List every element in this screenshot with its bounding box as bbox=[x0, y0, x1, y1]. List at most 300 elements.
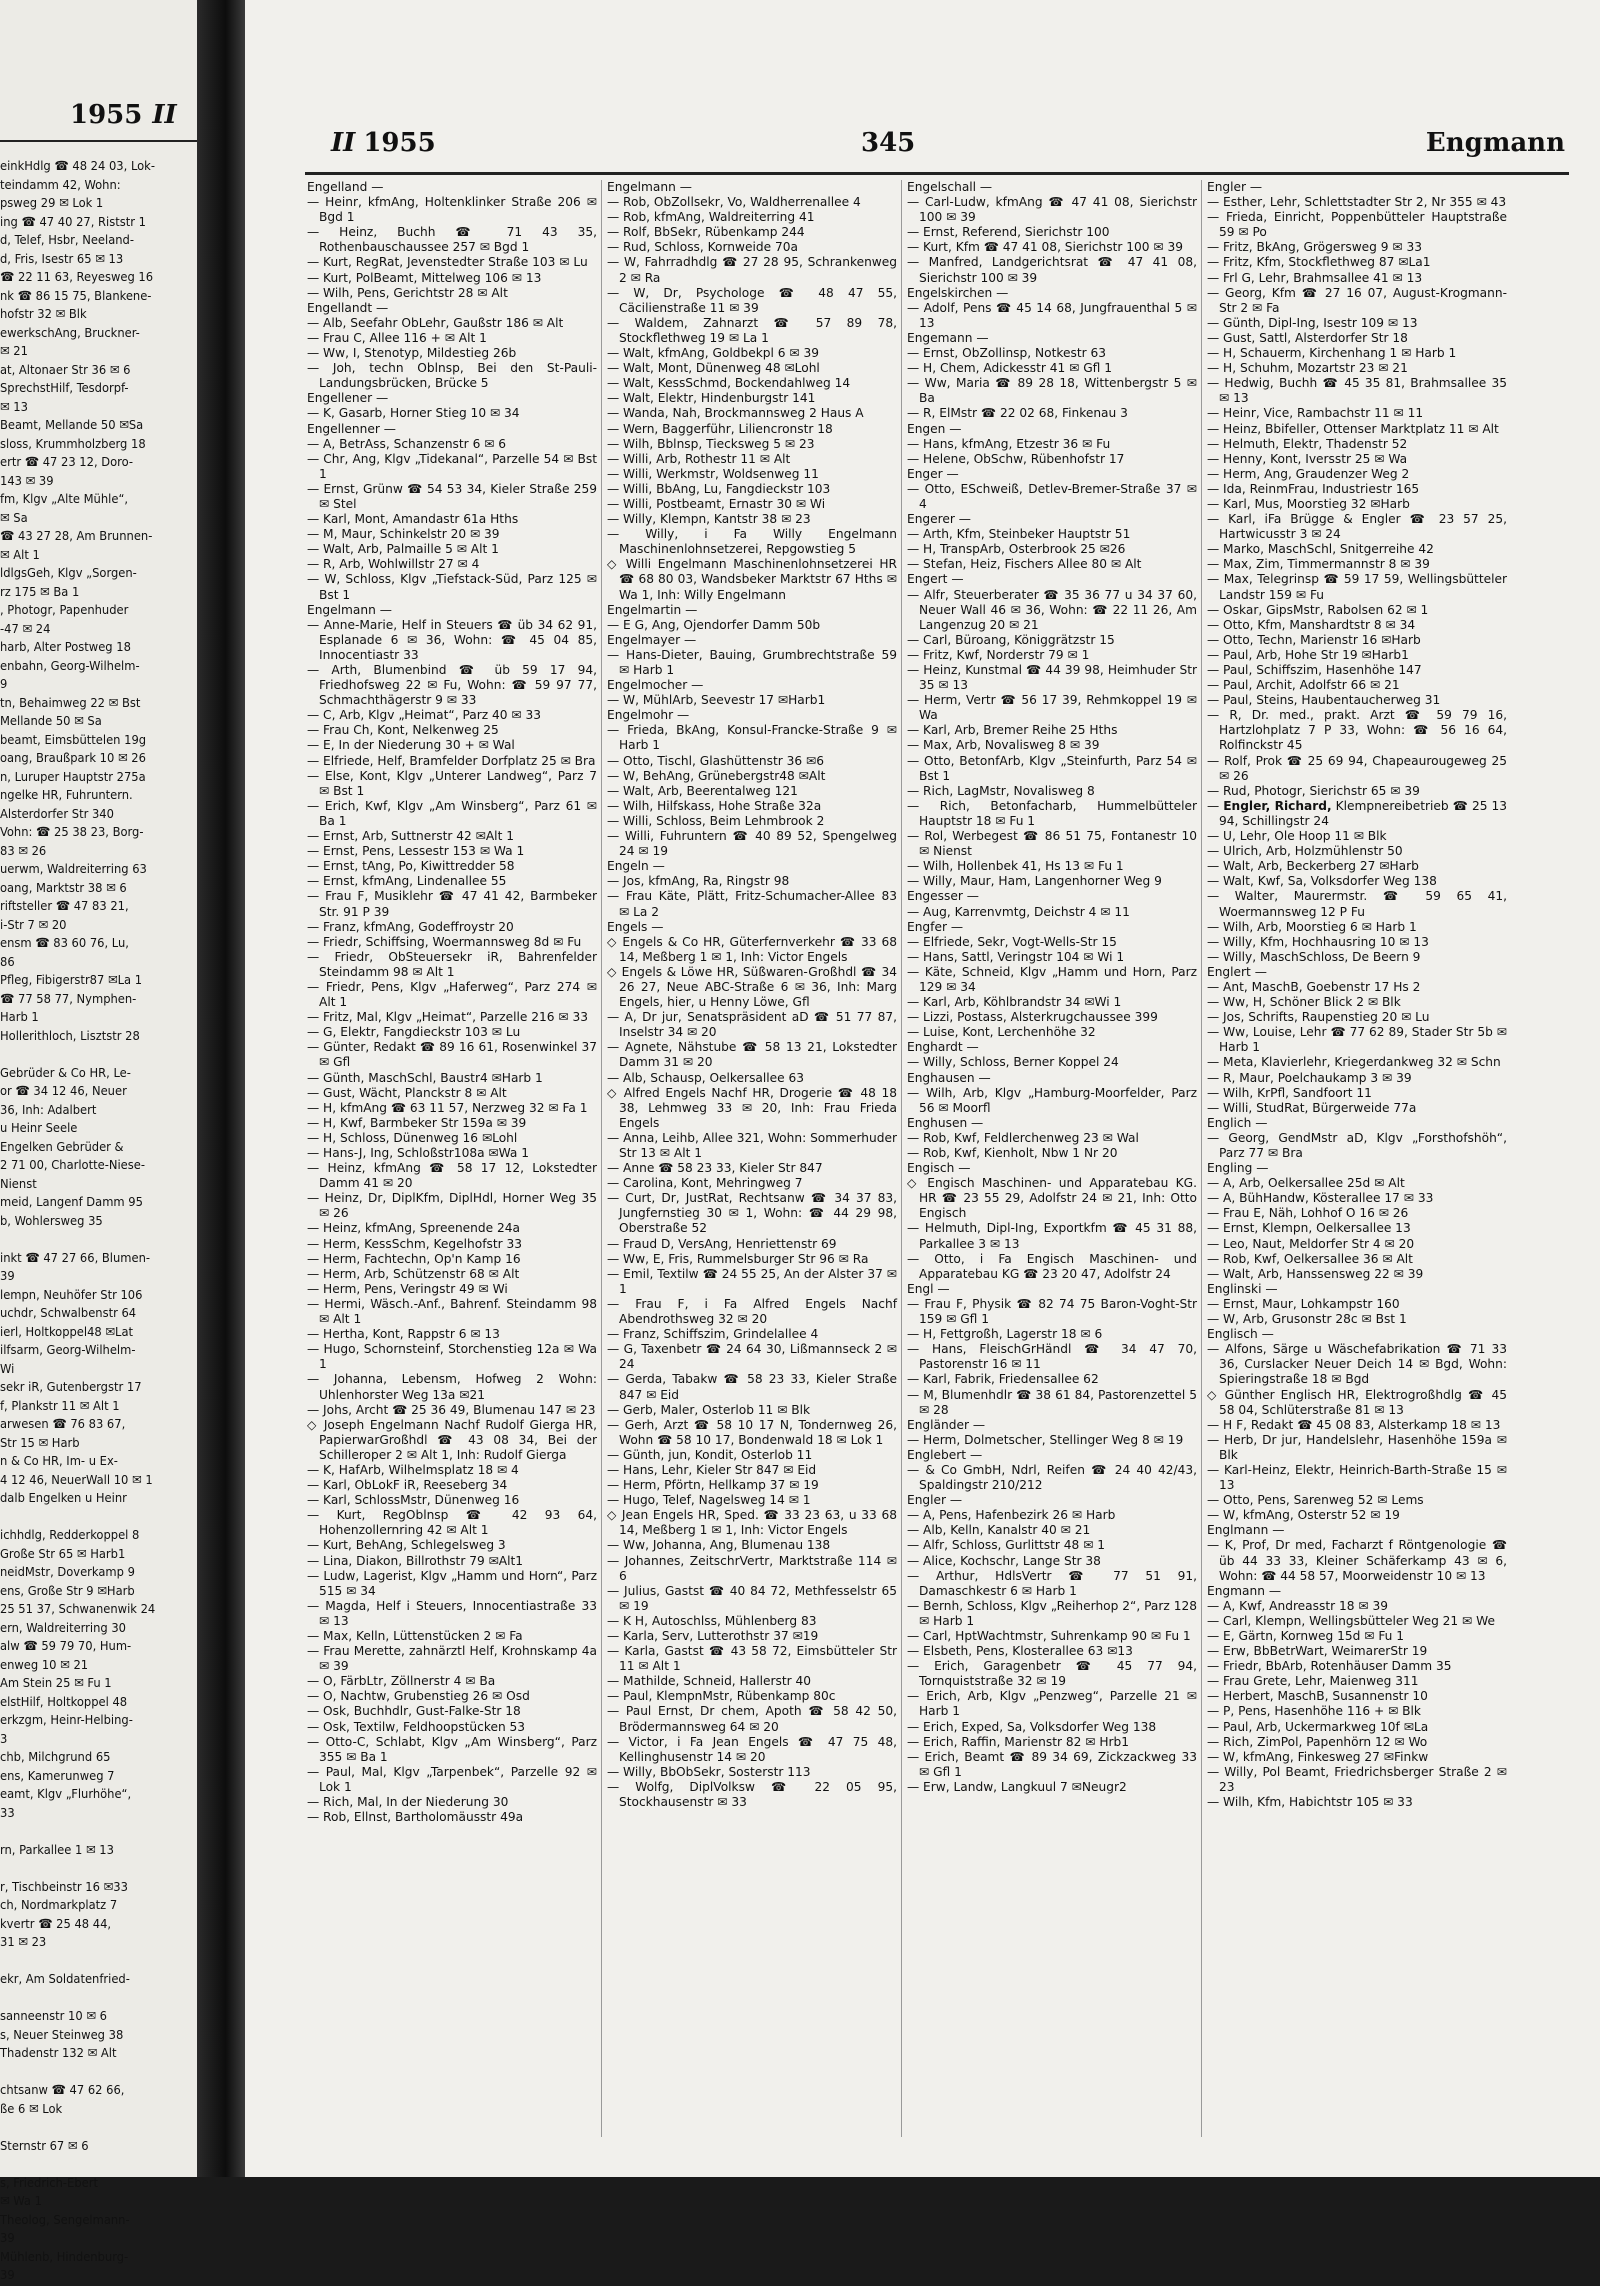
surname-heading: Engelland — bbox=[307, 180, 384, 194]
directory-entry: — H, Schuhm, Mozartstr 23 ✉ 21 bbox=[1207, 361, 1408, 376]
directory-entry: — Günth, jun, Kondit, Osterlob 11 bbox=[607, 1447, 813, 1462]
year-label: 1955 bbox=[363, 128, 436, 158]
facing-page-left bbox=[0, 0, 197, 2283]
directory-entry: — Frau E, Näh, Lohhof O 16 ✉ 26 bbox=[1207, 1206, 1409, 1221]
directory-entry: — Alfons, Särge u Wäschefabrikation ☎ 71 33 36, Curslacker Neuer Deich 14 ✉ Bgd, Wohn: Spieringstraße 18 ✉ Bgd bbox=[1207, 1342, 1507, 1387]
left-page-line: uerwm, Waldreiterring 63 bbox=[0, 862, 147, 877]
directory-entry: — Ww, Louise, Lehr ☎ 77 62 89, Stader Str 5b ✉ Harb 1 bbox=[1207, 1025, 1507, 1055]
left-page-line: Vohn: ☎ 25 38 23, Borg- bbox=[0, 825, 144, 840]
left-page-line: n & Co HR, Im- u Ex- bbox=[0, 1454, 118, 1469]
page-header-left bbox=[331, 128, 436, 158]
directory-entry: — Walt, Arb, Beckerberg 27 ✉Harb bbox=[1207, 859, 1419, 874]
directory-entry: — Fritz, Mal, Klgv „Heimat“, Parzelle 216 ✉ 33 bbox=[307, 1010, 588, 1025]
directory-entry: — Fraud D, VersAng, Henriettenstr 69 bbox=[607, 1236, 837, 1251]
directory-entry: — Willy, Maur, Ham, Langenhorner Weg 9 bbox=[907, 874, 1162, 889]
directory-entry: — Willi, Fuhruntern ☎ 40 89 52, Spengelweg 24 ✉ 19 bbox=[607, 829, 897, 859]
directory-entry: — Elsbeth, Pens, Klosterallee 63 ✉13 bbox=[907, 1644, 1133, 1659]
directory-entry: — Hans, kfmAng, Etzestr 36 ✉ Fu bbox=[907, 436, 1111, 451]
directory-entry: — Heinz, Kunstmal ☎ 44 39 98, Heimhuder Str 35 ✉ 13 bbox=[907, 663, 1197, 693]
directory-entry: — Oskar, GipsMstr, Rabolsen 62 ✉ 1 bbox=[1207, 602, 1429, 617]
directory-entry: — Rolf, BbSekr, Rübenkamp 244 bbox=[607, 225, 805, 240]
left-page-line: chtsanw ☎ 47 62 66, bbox=[0, 2083, 125, 2098]
directory-entry: — Ww, H, Schöner Blick 2 ✉ Blk bbox=[1207, 995, 1401, 1010]
directory-entry: — Ww, Johanna, Ang, Blumenau 138 bbox=[607, 1538, 831, 1553]
directory-entry: — Frau F, Musiklehr ☎ 47 41 42, Barmbeker Str. 91 P 39 bbox=[307, 889, 597, 919]
left-page-line: ens, Kamerunweg 7 bbox=[0, 1768, 115, 1784]
directory-entry: — Helmuth, Elektr, Thadenstr 52 bbox=[1207, 436, 1408, 451]
directory-entry: — Franz, Schiffszim, Grindelallee 4 bbox=[607, 1327, 819, 1342]
directory-entry: — Frau Grete, Lehr, Maienweg 311 bbox=[1207, 1674, 1419, 1689]
surname-heading: Engelmann — bbox=[307, 602, 392, 617]
directory-entry: — K H, Autoschlss, Mühlenberg 83 bbox=[607, 1613, 817, 1628]
left-page-line: 86 bbox=[0, 954, 15, 970]
directory-entry: — A, Kwf, Andreasstr 18 ✉ 39 bbox=[1207, 1598, 1388, 1613]
directory-entry: — Walt, kfmAng, Goldbekpl 6 ✉ 39 bbox=[607, 346, 820, 361]
left-page-section: II bbox=[152, 100, 177, 130]
left-page-line: ichhdlg, Redderkoppel 8 bbox=[0, 1528, 140, 1543]
directory-entry: — Alice, Kochschr, Lange Str 38 bbox=[907, 1553, 1101, 1568]
directory-entry: — Willi, Schloss, Beim Lehmbrook 2 bbox=[607, 813, 825, 828]
directory-entry: — A, Dr jur, Senatspräsident aD ☎ 51 77 87, Inselstr 34 ✉ 20 bbox=[607, 1010, 897, 1040]
directory-entry: — Kurt, BehAng, Schlegelsweg 3 bbox=[307, 1538, 506, 1553]
directory-entry: — Heinr, kfmAng, Holtenklinker Straße 206 ✉ Bgd 1 bbox=[307, 195, 597, 225]
directory-entry: — Wilh, Bblnsp, Tiecksweg 5 ✉ 23 bbox=[607, 436, 815, 451]
directory-entry: — Gerda, Tabakw ☎ 58 23 33, Kieler Straße 847 ✉ Eid bbox=[607, 1372, 897, 1402]
directory-entry: — Ernst, Pens, Lessestr 153 ✉ Wa 1 bbox=[307, 844, 525, 859]
directory-entry: — Wilh, Pens, Gerichtstr 28 ✉ Alt bbox=[307, 285, 508, 300]
directory-entry: — Otto, BetonfArb, Klgv „Steinfurth, Parz 54 ✉ Bst 1 bbox=[907, 753, 1197, 783]
left-page-line bbox=[0, 2119, 195, 2138]
directory-entry: — Ernst, Referend, Sierichstr 100 bbox=[907, 225, 1110, 240]
left-page-line: ✉ 13 bbox=[0, 399, 28, 415]
directory-entry: — O, FärbLtr, Zöllnerstr 4 ✉ Ba bbox=[307, 1674, 496, 1689]
left-page-line: tn, Behaimweg 22 ✉ Bst bbox=[0, 695, 141, 711]
surname-heading: Englert — bbox=[1207, 964, 1267, 979]
directory-entry: — Hans-Dieter, Bauing, Grumbrechtstraße 59 ✉ Harb 1 bbox=[607, 647, 897, 677]
left-page-line: inkt ☎ 47 27 66, Blumen- bbox=[0, 1250, 151, 1266]
directory-entry: — Rob, Kwf, Oelkersallee 36 ✉ Alt bbox=[1207, 1251, 1413, 1266]
directory-entry: — W, kfmAng, Finkesweg 27 ✉Finkw bbox=[1207, 1749, 1429, 1764]
running-head: Engmann bbox=[1425, 128, 1565, 158]
left-page-line: SprechstHilf, Tesdorpf- bbox=[0, 381, 129, 396]
directory-entry: — W, Schloss, Klgv „Tiefstack-Süd, Parz 125 ✉ Bst 1 bbox=[307, 572, 597, 602]
directory-entry: — Ulrich, Arb, Holzmühlenstr 50 bbox=[1207, 844, 1403, 859]
directory-entry: — Rud, Schloss, Kornweide 70a bbox=[607, 240, 798, 255]
left-page-line: ldlgsGeh, Klgv „Sorgen- bbox=[0, 566, 137, 581]
directory-entry: — Frau Ch, Kont, Nelkenweg 25 bbox=[307, 723, 499, 738]
left-page-line: fm, Klgv „Alte Mühle“, bbox=[0, 492, 129, 507]
directory-entry: — R, Maur, Poelchaukamp 3 ✉ 39 bbox=[1207, 1070, 1412, 1085]
surname-heading: Engelmocher — bbox=[607, 678, 704, 693]
left-page-line: ße 6 ✉ Lok bbox=[0, 2101, 63, 2117]
directory-entry: — W, Dr, Psychologe ☎ 48 47 55, Cäcilienstraße 11 ✉ 39 bbox=[607, 285, 897, 315]
directory-entry: — Gerh, Arzt ☎ 58 10 17 N, Tondernweg 26, Wohn ☎ 58 10 17, Bondenwald 18 ✉ Lok 1 bbox=[607, 1417, 897, 1447]
directory-column-2 bbox=[607, 180, 897, 1810]
surname-heading: Engesser — bbox=[907, 889, 979, 904]
directory-entry: — Adolf, Pens ☎ 45 14 68, Jungfrauenthal 5 ✉ 13 bbox=[907, 300, 1197, 330]
directory-entry: — Paul, Archit, Adolfstr 66 ✉ 21 bbox=[1207, 678, 1400, 693]
directory-entry: — Ernst, Klempn, Oelkersallee 13 bbox=[1207, 1221, 1411, 1236]
left-page-line bbox=[0, 1953, 195, 1972]
left-page-line: meid, Langenf Damm 95 bbox=[0, 1195, 143, 1210]
left-page-line: 36, Inh: Adalbert bbox=[0, 1102, 97, 1118]
left-page-line: 9 bbox=[0, 677, 8, 692]
directory-entry: — Willi, StudRat, Bürgerweide 77a bbox=[1207, 1100, 1417, 1115]
directory-entry: — Kurt, PolBeamt, Mittelweg 106 ✉ 13 bbox=[307, 270, 542, 285]
directory-entry: — E G, Ang, Ojendorfer Damm 50b bbox=[607, 617, 821, 632]
left-page-line: 4 12 46, NeuerWall 10 ✉ 1 bbox=[0, 1472, 153, 1488]
directory-entry: — W, Arb, Grusonstr 28c ✉ Bst 1 bbox=[1207, 1312, 1407, 1327]
directory-entry: — Friedr, ObSteuersekr iR, Bahrenfelder Steindamm 98 ✉ Alt 1 bbox=[307, 949, 597, 979]
directory-entry: — U, Lehr, Ole Hoop 11 ✉ Blk bbox=[1207, 829, 1387, 844]
left-page-line bbox=[0, 2156, 195, 2175]
directory-entry: — Franz, kfmAng, Godeffroystr 20 bbox=[307, 919, 514, 934]
left-page-line: neidMstr, Doverkamp 9 bbox=[0, 1565, 135, 1580]
directory-entry: — Otto, i Fa Engisch Maschinen- und Apparatebau KG ☎ 23 20 47, Adolfstr 24 bbox=[907, 1251, 1197, 1281]
left-page-line: riftsteller ☎ 47 83 21, bbox=[0, 899, 129, 914]
directory-entry: — Jos, Schrifts, Raupenstieg 20 ✉ Lu bbox=[1207, 1010, 1430, 1025]
directory-entry: — Karl, SchlossMstr, Dünenweg 16 bbox=[307, 1493, 520, 1508]
directory-entry: — Walt, Elektr, Hindenburgstr 141 bbox=[607, 391, 816, 406]
surname-heading: Engen — bbox=[907, 421, 962, 436]
directory-entry: — A, Pens, Hafenbezirk 26 ✉ Harb bbox=[907, 1508, 1116, 1523]
directory-entry: — Karl, Arb, Köhlbrandstr 34 ✉Wi 1 bbox=[907, 995, 1122, 1010]
directory-entry: — W, BehAng, Grünebergstr48 ✉Alt bbox=[607, 768, 826, 783]
directory-entry: — Erich, Raffin, Marienstr 82 ✉ Hrb1 bbox=[907, 1734, 1130, 1749]
directory-entry: — Heinz, kfmAng, Spreenende 24a bbox=[307, 1221, 520, 1236]
directory-entry: — Helmuth, Dipl-Ing, Exportkfm ☎ 45 31 88, Parkallee 3 ✉ 13 bbox=[907, 1221, 1197, 1251]
left-page-line: ch, Nordmarkplatz 7 bbox=[0, 1898, 118, 1913]
directory-entry: — Arth, Blumenbind ☎ üb 59 17 94, Friedhofsweg 22 ✉ Fu, Wohn: ☎ 59 97 77, Schmachthägerstr 9 ✉ 33 bbox=[307, 663, 597, 708]
surname-heading: Engert — bbox=[907, 572, 964, 587]
directory-entry: — Else, Kont, Klgv „Unterer Landweg“, Parz 7 ✉ Bst 1 bbox=[307, 768, 597, 798]
directory-entry: — C, Arb, Klgv „Heimat“, Parz 40 ✉ 33 bbox=[307, 708, 541, 723]
left-page-line bbox=[0, 1046, 195, 1065]
directory-entry: — Otto, ESchweiß, Detlev-Bremer-Straße 37 ✉ 4 bbox=[907, 481, 1197, 511]
directory-entry: — Karl, Arb, Bremer Reihe 25 Hths bbox=[907, 723, 1118, 738]
directory-entry: — Paul, Schiffszim, Hasenhöhe 147 bbox=[1207, 663, 1422, 677]
directory-entry: — Alfr, Steuerberater ☎ 35 36 77 u 34 37 60, Neuer Wall 46 ✉ 36, Wohn: ☎ 22 11 26, Am Langenzug 20 ✉ 21 bbox=[907, 587, 1197, 632]
column-divider bbox=[1201, 180, 1202, 2137]
left-page-line: Thadenstr 132 ✉ Alt bbox=[0, 2046, 117, 2061]
directory-entry: — Rob, Kwf, Kienholt, Nbw 1 Nr 20 bbox=[907, 1146, 1118, 1160]
directory-entry: — Waldem, Zahnarzt ☎ 57 89 78, Stockflethweg 19 ✉ La 1 bbox=[607, 315, 897, 345]
directory-entry: — Wolfg, DiplVolksw ☎ 22 05 95, Stockhausenstr ✉ 33 bbox=[607, 1779, 897, 1810]
directory-entry: — M, Maur, Schinkelstr 20 ✉ 39 bbox=[307, 527, 500, 542]
directory-entry: — Carolina, Kont, Mehringweg 7 bbox=[607, 1176, 803, 1191]
page-number: 345 bbox=[861, 128, 916, 158]
left-page-line: sekr iR, Gutenbergstr 17 bbox=[0, 1380, 142, 1395]
surname-heading: Engellenner — bbox=[307, 421, 396, 436]
directory-entry: — Rob, Ellnst, Bartholomäusstr 49a bbox=[307, 1810, 524, 1825]
directory-entry: — Paul, KlempnMstr, Rübenkamp 80c bbox=[607, 1689, 836, 1704]
directory-entry: — Walt, Arb, Beerentalweg 121 bbox=[607, 783, 798, 798]
directory-entry: — Willi, Werkmstr, Woldsenweg 11 bbox=[607, 466, 819, 481]
left-page-line: chb, Milchgrund 65 bbox=[0, 1750, 111, 1765]
directory-entry: — Ida, ReinmFrau, Industriestr 165 bbox=[1207, 481, 1420, 496]
directory-entry: — A, Arb, Oelkersallee 25d ✉ Alt bbox=[1207, 1176, 1405, 1191]
left-page-line: Alsterdorfer Str 340 bbox=[0, 806, 114, 822]
directory-entry: — Carl, Klempn, Wellingsbütteler Weg 21 ✉ We bbox=[1207, 1613, 1495, 1628]
left-page-line: 2 71 00, Charlotte-Niese- bbox=[0, 1158, 146, 1173]
directory-entry: — Rich, Betonfacharb, Hummelbütteler Hauptstr 18 ✉ Fu 1 bbox=[907, 798, 1197, 828]
directory-entry: — Erich, Exped, Sa, Volksdorfer Weg 138 bbox=[907, 1719, 1157, 1734]
left-page-line: ern, Waldreiterring 30 bbox=[0, 1620, 127, 1636]
directory-entry: — Otto, Kfm, Manshardtstr 8 ✉ 34 bbox=[1207, 617, 1416, 632]
left-page-line: einkHdlg ☎ 48 24 03, Lok- bbox=[0, 159, 155, 174]
left-page-line: 25 51 37, Schwanenwik 24 bbox=[0, 1602, 156, 1617]
surname-heading: Engerer — bbox=[907, 512, 971, 527]
left-page-line: ngelke HR, Fuhruntern. bbox=[0, 788, 133, 803]
left-page-line: nk ☎ 86 15 75, Blankene- bbox=[0, 288, 152, 304]
directory-entry: — Frl G, Lehr, Brahmsallee 41 ✉ 13 bbox=[1207, 270, 1423, 285]
left-page-line: ensm ☎ 83 60 76, Lu, bbox=[0, 936, 129, 951]
directory-entry: — Erich, Kwf, Klgv „Am Winsberg“, Parz 61 ✉ Ba 1 bbox=[307, 798, 597, 828]
left-page-line: d, Telef, Hsbr, Neeland- bbox=[0, 233, 135, 248]
directory-entry: — Herm, KessSchm, Kegelhofstr 33 bbox=[307, 1236, 522, 1251]
surname-heading: Enghausen — bbox=[907, 1070, 991, 1085]
directory-entry: — Walter, Maurermstr. ☎ 59 65 41, Woermannsweg 12 P Fu bbox=[1207, 889, 1507, 919]
directory-entry: — Fritz, Kwf, Norderstr 79 ✉ 1 bbox=[907, 647, 1090, 662]
directory-entry: — Rob, Kwf, Feldlerchenweg 23 ✉ Wal bbox=[907, 1130, 1139, 1145]
directory-entry: — Mathilde, Schneid, Hallerstr 40 bbox=[607, 1674, 811, 1689]
directory-entry: — Rolf, Prok ☎ 25 69 94, Chapeaurougeweg 25 ✉ 26 bbox=[1207, 753, 1507, 783]
left-page-line: r, Tischbeinstr 16 ✉33 bbox=[0, 1879, 128, 1895]
directory-entry: — Alb, Seefahr ObLehr, Gaußstr 186 ✉ Alt bbox=[307, 315, 564, 330]
directory-entry: — Anne ☎ 58 23 33, Kieler Str 847 bbox=[607, 1161, 823, 1176]
left-page-line: oang, Marktstr 38 ✉ 6 bbox=[0, 880, 127, 896]
surname-heading: Englisch — bbox=[1207, 1327, 1274, 1342]
left-page-line: ✉ Wa 1 bbox=[0, 2194, 42, 2209]
left-page-line: n, Luruper Hauptstr 275a bbox=[0, 769, 146, 785]
surname-heading: Engler — bbox=[907, 1493, 963, 1508]
directory-entry: — Günth, MaschSchl, Baustr4 ✉Harb 1 bbox=[307, 1070, 543, 1085]
directory-entry: — Frieda, Einricht, Poppenbütteler Hauptstraße 59 ✉ Po bbox=[1207, 210, 1507, 240]
left-page-line bbox=[0, 1231, 195, 1250]
directory-entry: ◇ Joseph Engelmann Nachf Rudolf Gierga HR, PapierwarGroßhdl ☎ 43 08 34, Bei der Schilleroper 2 ✉ Alt 1, Inh: Rudolf Gierga bbox=[307, 1417, 597, 1462]
directory-entry: — H, kfmAng ☎ 63 11 57, Nerzweg 32 ✉ Fa 1 bbox=[307, 1100, 588, 1115]
directory-entry: — Herm, Dolmetscher, Stellinger Weg 8 ✉ 19 bbox=[907, 1432, 1184, 1447]
surname-heading: Engels — bbox=[607, 919, 664, 934]
directory-entry: — Ww, I, Stenotyp, Mildestieg 26b bbox=[307, 346, 517, 361]
surname-heading: Englmann — bbox=[1207, 1523, 1285, 1538]
left-page-line: Nienst bbox=[0, 1176, 37, 1192]
surname-heading: Engmann — bbox=[1207, 1583, 1282, 1598]
left-page-year: 1955 bbox=[70, 100, 143, 130]
directory-entry: — Willy, Kfm, Hochhausring 10 ✉ 13 bbox=[1207, 934, 1429, 949]
left-page-line: 39 bbox=[0, 1269, 15, 1284]
directory-entry: — R, ElMstr ☎ 22 02 68, Finkenau 3 bbox=[907, 406, 1128, 421]
directory-entry: — Paul, Arb, Hohe Str 19 ✉Harb1 bbox=[1207, 647, 1409, 662]
directory-entry: — Herm, Vertr ☎ 56 17 39, Rehmkoppel 19 ✉ Wa bbox=[907, 693, 1197, 723]
left-page-line: Am Stein 25 ✉ Fu 1 bbox=[0, 1676, 112, 1691]
directory-entry: — G, Taxenbetr ☎ 24 64 30, Lißmannseck 2 ✉ 24 bbox=[607, 1342, 897, 1372]
directory-entry: — Heinz, Buchh ☎ 71 43 35, Rothenbauschaussee 257 ✉ Bgd 1 bbox=[307, 225, 597, 255]
directory-entry: — Ernst, Arb, Suttnerstr 42 ✉Alt 1 bbox=[307, 829, 514, 844]
left-page-line: Mühlenb, Hindenburg- bbox=[0, 2249, 129, 2265]
left-page-line: ☎ 22 11 63, Reyesweg 16 bbox=[0, 270, 154, 285]
directory-entry: — Willy, Schloss, Berner Koppel 24 bbox=[907, 1055, 1119, 1070]
directory-entry: — Friedr, Schiffsing, Woermannsweg 8d ✉ Fu bbox=[307, 934, 582, 949]
directory-entry: — K, Prof, Dr med, Facharzt f Röntgenologie ☎ üb 44 33 33, Kleiner Schäferkamp 43 ✉ 6, Wohn: ☎ 44 58 57, Moorweidenstr 10 ✉ 13 bbox=[1207, 1538, 1507, 1583]
page-header bbox=[245, 128, 1565, 168]
left-page-line: 33 bbox=[0, 1805, 15, 1821]
directory-entry: — M, Blumenhdlr ☎ 38 61 84, Pastorenzettel 5 ✉ 28 bbox=[907, 1387, 1197, 1417]
left-page-line: rz 175 ✉ Ba 1 bbox=[0, 584, 80, 600]
left-page-line: elstHilf, Holtkoppel 48 bbox=[0, 1694, 128, 1710]
directory-entry: — Karla, Gastst ☎ 43 58 72, Eimsbütteler Str 11 ✉ Alt 1 bbox=[607, 1644, 897, 1674]
directory-entry: — Herm, Ang, Graudenzer Weg 2 bbox=[1207, 466, 1410, 481]
directory-entry: — Georg, GendMstr aD, Klgv „Forsthofshöh“, Parz 77 ✉ Bra bbox=[1207, 1130, 1507, 1160]
directory-entry: — Wilh, Kfm, Habichtstr 105 ✉ 33 bbox=[1207, 1795, 1413, 1810]
surname-heading: Engelmartin — bbox=[607, 602, 698, 617]
directory-entry: — W, MühlArb, Seevestr 17 ✉Harb1 bbox=[607, 693, 826, 708]
left-page-rule bbox=[0, 140, 197, 142]
left-page-line: Gebrüder & Co HR, Le- bbox=[0, 1065, 131, 1081]
left-page-line: enweg 10 ✉ 21 bbox=[0, 1657, 89, 1673]
directory-entry: — Max, Arb, Novalisweg 8 ✉ 39 bbox=[907, 738, 1100, 753]
directory-entry: — Frau F, Physik ☎ 82 74 75 Baron-Voght-Str 159 ✉ Gfl 1 bbox=[907, 1296, 1197, 1327]
directory-entry: — Otto, Techn, Marienstr 16 ✉Harb bbox=[1207, 632, 1421, 647]
directory-entry: — Willi, Postbeamt, Ernastr 30 ✉ Wi bbox=[607, 496, 826, 511]
directory-entry: — Engler, Richard, Klempnereibetrieb ☎ 25 13 94, Schillingstr 24 bbox=[1207, 798, 1508, 828]
left-page-line: ing ☎ 47 40 27, Riststr 1 bbox=[0, 214, 146, 230]
directory-entry: — Walt, KessSchmd, Bockendahlweg 14 bbox=[607, 376, 851, 391]
directory-entry: — W, Fahrradhdlg ☎ 27 28 95, Schrankenweg 2 ✉ Ra bbox=[607, 255, 897, 285]
directory-entry: — Julius, Gastst ☎ 40 84 72, Methfesselstr 65 ✉ 19 bbox=[607, 1583, 897, 1613]
directory-entry: — Willy, Pol Beamt, Friedrichsberger Straße 2 ✉ 23 bbox=[1207, 1764, 1507, 1794]
directory-entry: ◇ Günther Englisch HR, Elektrogroßhdlg ☎ 45 58 04, Schlüterstraße 81 ✉ 13 bbox=[1207, 1387, 1507, 1417]
left-page-line: ewerkschAng, Bruckner- bbox=[0, 325, 140, 341]
directory-entry: — Frau Käte, Plätt, Fritz-Schumacher-Allee 83 ✉ La 2 bbox=[607, 889, 897, 919]
left-page-line: dalb Engelken u Heinr bbox=[0, 1491, 127, 1506]
directory-entry: — A, BetrAss, Schanzenstr 6 ✉ 6 bbox=[307, 436, 507, 451]
directory-entry: — Rob, kfmAng, Waldreiterring 41 bbox=[607, 210, 815, 225]
directory-entry: — Henny, Kont, Iversstr 25 ✉ Wa bbox=[1207, 451, 1408, 466]
directory-entry: — Fritz, Kfm, Stockflethweg 87 ✉La1 bbox=[1207, 255, 1431, 270]
left-page-line: Str 15 ✉ Harb bbox=[0, 1435, 80, 1451]
surname-heading: Engelmayer — bbox=[607, 632, 697, 647]
left-page-line bbox=[0, 1509, 195, 1528]
surname-heading: Enger — bbox=[907, 466, 959, 481]
directory-entry: — Wilh, KrPfl, Sandfoort 11 bbox=[1207, 1085, 1372, 1100]
directory-entry: — Herm, Pens, Veringstr 49 ✉ Wi bbox=[307, 1281, 508, 1296]
left-page-line: ✉ Sa bbox=[0, 510, 28, 526]
directory-entry: — H, Fettgroßh, Lagerstr 18 ✉ 6 bbox=[907, 1327, 1103, 1342]
directory-entry: — Ernst, ObZollinsp, Notkestr 63 bbox=[907, 346, 1107, 361]
section-label: II bbox=[331, 128, 356, 158]
directory-entry: — Walt, Arb, Palmaille 5 ✉ Alt 1 bbox=[307, 542, 499, 557]
directory-entry: — Alb, Kelln, Kanalstr 40 ✉ 21 bbox=[907, 1523, 1091, 1538]
directory-entry: — Wilh, Arb, Klgv „Hamburg-Moorfelder, Parz 56 ✉ Moorfl bbox=[907, 1085, 1197, 1115]
surname-heading: Engling — bbox=[1207, 1161, 1269, 1176]
directory-entry: — Meta, Klavierlehr, Kriegerdankweg 32 ✉ Schn bbox=[1207, 1055, 1501, 1070]
directory-entry: — Lizzi, Postass, Alsterkrugchaussee 399 bbox=[907, 1010, 1158, 1025]
directory-entry: — Jos, kfmAng, Ra, Ringstr 98 bbox=[607, 874, 790, 889]
directory-entry: — Willi, BbAng, Lu, Fangdieckstr 103 bbox=[607, 481, 831, 496]
directory-entry: — H F, Redakt ☎ 45 08 83, Alsterkamp 18 ✉ 13 bbox=[1207, 1417, 1501, 1432]
left-page-line: Pfleg, Fibigerstr87 ✉La 1 bbox=[0, 973, 143, 988]
left-page-line: or ☎ 34 12 46, Neuer bbox=[0, 1084, 127, 1099]
directory-entry: — E, Gärtn, Kornweg 15d ✉ Fu 1 bbox=[1207, 1629, 1405, 1643]
directory-entry: — Frieda, BkAng, Konsul-Francke-Straße 9 ✉ Harb 1 bbox=[607, 723, 897, 753]
directory-entry: — Ernst, Maur, Lohkampstr 160 bbox=[1207, 1296, 1400, 1311]
directory-entry: — Hugo, Schornsteinf, Storchenstieg 12a ✉ Wa 1 bbox=[307, 1342, 597, 1372]
directory-entry: — Erich, Arb, Klgv „Penzweg“, Parzelle 21 ✉ Harb 1 bbox=[907, 1689, 1197, 1719]
directory-entry: — Hertha, Kont, Rappstr 6 ✉ 13 bbox=[307, 1327, 500, 1342]
left-page-line: teindamm 42, Wohn: bbox=[0, 177, 121, 193]
directory-entry: — Willy, i Fa Willy Engelmann Maschinenlohnsetzerei, Repgowstieg 5 bbox=[607, 527, 897, 557]
left-page-line: s, Neuer Steinweg 38 bbox=[0, 2027, 124, 2043]
surname-heading: Engfer — bbox=[907, 919, 964, 934]
directory-entry: — Osk, Buchhdlr, Gust-Falke-Str 18 bbox=[307, 1704, 521, 1719]
directory-entry: — Paul Ernst, Dr chem, Apoth ☎ 58 42 50, Brödermannsweg 64 ✉ 20 bbox=[607, 1704, 897, 1734]
left-page-line: u Heinr Seele bbox=[0, 1121, 78, 1136]
directory-entry: — Bernh, Schloss, Klgv „Reiherhop 2“, Parz 128 ✉ Harb 1 bbox=[907, 1598, 1197, 1628]
directory-entry: — Aug, Karrenvmtg, Deichstr 4 ✉ 11 bbox=[907, 904, 1130, 919]
directory-entry: — Arth, Kfm, Steinbeker Hauptstr 51 bbox=[907, 527, 1131, 542]
directory-entry: — Anne-Marie, Helf in Steuers ☎ üb 34 62 91, Esplanade 6 ✉ 36, Wohn: ☎ 45 04 85, Innocentiastr 33 bbox=[307, 617, 597, 662]
directory-entry: — Paul, Arb, Uckermarkweg 10f ✉La bbox=[1207, 1719, 1429, 1734]
surname-heading: Engellandt — bbox=[307, 300, 389, 315]
left-page-line: psweg 29 ✉ Lok 1 bbox=[0, 196, 104, 211]
left-page-line: 31 ✉ 23 bbox=[0, 1935, 47, 1950]
directory-entry: — Erw, Landw, Langkuul 7 ✉Neugr2 bbox=[907, 1779, 1127, 1794]
directory-entry: — Otto, Pens, Sarenweg 52 ✉ Lems bbox=[1207, 1493, 1424, 1508]
left-page-line: 83 ✉ 26 bbox=[0, 843, 47, 859]
directory-entry: — Fritz, BkAng, Grögersweg 9 ✉ 33 bbox=[1207, 240, 1423, 255]
directory-entry: — Curt, Dr, JustRat, Rechtsanw ☎ 34 37 83, Jungfernstieg 30 ✉ 1, Wohn: ☎ 44 29 98, Oberstraße 52 bbox=[607, 1191, 897, 1236]
directory-entry: — Manfred, Landgerichtsrat ☎ 47 41 08, Sierichstr 100 ✉ 39 bbox=[907, 255, 1197, 285]
left-page-line: Große Str 65 ✉ Harb1 bbox=[0, 1546, 126, 1562]
directory-entry: — Rud, Photogr, Sierichstr 65 ✉ 39 bbox=[1207, 783, 1420, 798]
left-page-line: arwesen ☎ 76 83 67, bbox=[0, 1417, 126, 1432]
directory-column-3 bbox=[907, 180, 1197, 1795]
directory-entry: — Rich, LagMstr, Novalisweg 8 bbox=[907, 783, 1095, 798]
directory-entry: — Herm, Pförtn, Hellkamp 37 ✉ 19 bbox=[607, 1478, 819, 1493]
directory-entry: — Ant, MaschB, Goebenstr 17 Hs 2 bbox=[1207, 979, 1421, 994]
directory-entry: — Herb, Dr jur, Handelslehr, Hasenhöhe 159a ✉ Blk bbox=[1207, 1432, 1507, 1462]
directory-entry: — Karl, Mus, Moorstieg 32 ✉Harb bbox=[1207, 496, 1410, 511]
directory-entry: — Rich, ZimPol, Papenhörn 12 ✉ Wo bbox=[1207, 1734, 1428, 1749]
directory-entry: — Walt, Arb, Hanssensweg 22 ✉ 39 bbox=[1207, 1266, 1424, 1281]
directory-entry: — Wilh, Hilfskass, Hohe Straße 32a bbox=[607, 798, 822, 813]
directory-entry: — Esther, Lehr, Schlettstadter Str 2, Nr 355 ✉ 43 bbox=[1207, 195, 1507, 210]
directory-entry: — Herm, Arb, Schützenstr 68 ✉ Alt bbox=[307, 1266, 520, 1281]
left-page-line: ☎ 43 27 28, Am Brunnen- bbox=[0, 529, 153, 544]
surname-heading: Englich — bbox=[1207, 1115, 1268, 1130]
left-page-line: -47 ✉ 24 bbox=[0, 621, 51, 637]
directory-entry: — Karl, Mont, Amandastr 61a Hths bbox=[307, 512, 519, 527]
left-page-line: ens, Große Str 9 ✉Harb bbox=[0, 1583, 135, 1599]
directory-entry: — Karl, iFa Brügge & Engler ☎ 23 57 25, Hartwicusstr 3 ✉ 24 bbox=[1207, 512, 1507, 542]
left-page-line bbox=[0, 1823, 195, 1842]
directory-entry: — Alb, Schausp, Oelkersallee 63 bbox=[607, 1070, 805, 1085]
left-page-line bbox=[0, 1990, 195, 2009]
directory-entry: — Heinz, Dr, DiplKfm, DiplHdl, Horner Weg 35 ✉ 26 bbox=[307, 1191, 597, 1221]
directory-entry: — Kurt, RegRat, Jevenstedter Straße 103 ✉ Lu bbox=[307, 255, 588, 270]
left-page-line: Theolog, Sengelmann- bbox=[0, 2212, 130, 2228]
directory-entry: — Marko, MaschSchl, Snitgerreihe 42 bbox=[1207, 542, 1434, 557]
directory-entry: — Wilh, Arb, Moorstieg 6 ✉ Harb 1 bbox=[1207, 919, 1417, 934]
directory-entry: — W, kfmAng, Osterstr 52 ✉ 19 bbox=[1207, 1508, 1400, 1523]
left-page-line: d, Fris, Isestr 65 ✉ 13 bbox=[0, 251, 124, 267]
surname-heading: Engelschall — bbox=[907, 180, 993, 194]
directory-entry: — H, Chem, Adickesstr 41 ✉ Gfl 1 bbox=[907, 361, 1112, 376]
left-page-line: s, Friedrich-Ebert bbox=[0, 2175, 98, 2191]
left-page-line: ekr, Am Soldatenfried- bbox=[0, 1972, 130, 1987]
directory-entry: — Victor, i Fa Jean Engels ☎ 47 75 48, Kellinghusenstr 14 ✉ 20 bbox=[607, 1734, 897, 1764]
